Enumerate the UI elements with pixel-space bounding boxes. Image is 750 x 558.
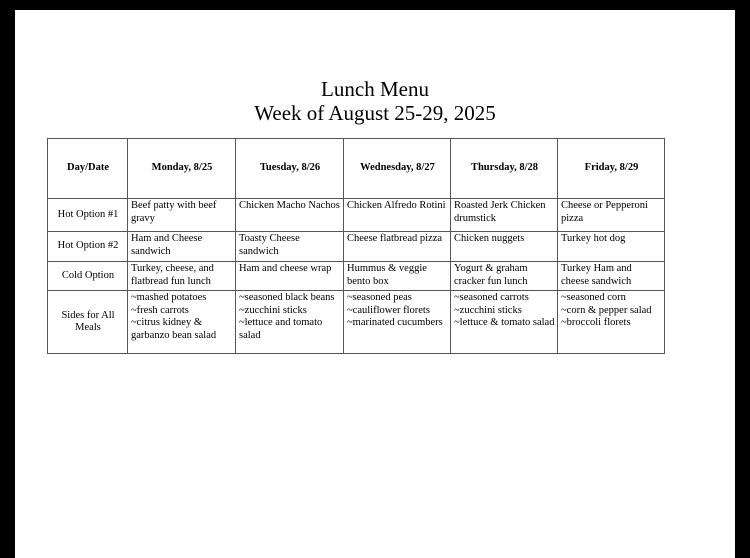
side-item: ~corn & pepper salad xyxy=(561,304,652,316)
side-item: ~seasoned corn xyxy=(561,292,626,303)
row-label-hot-option-2: Hot Option #2 xyxy=(48,232,128,262)
table-row xyxy=(48,291,665,354)
side-item: ~seasoned black beans xyxy=(239,292,335,303)
side-item: ~citrus kidney & garbanzo bean salad xyxy=(131,317,217,341)
menu-week-subtitle: Week of August 25-29, 2025 xyxy=(254,101,496,125)
table-cell: Hummus & veggie bento box xyxy=(344,262,451,291)
side-item: ~lettuce & tomato salad xyxy=(454,317,555,328)
side-item: ~zucchini sticks xyxy=(454,304,522,316)
header-wednesday: Wednesday, 8/27 xyxy=(344,139,451,199)
table-cell xyxy=(344,291,451,354)
side-item: ~broccoli florets xyxy=(561,317,631,328)
side-item: ~fresh carrots xyxy=(131,304,189,316)
side-item: ~mashed potatoes xyxy=(131,292,207,303)
table-cell: Cheese or Pepperoni pizza xyxy=(558,199,665,232)
side-item: ~zucchini sticks xyxy=(239,304,307,316)
side-item: ~cauliflower florets xyxy=(347,304,430,316)
table-cell: Roasted Jerk Chicken drumstick xyxy=(451,199,558,232)
side-item: ~seasoned carrots xyxy=(454,292,529,303)
table-cell xyxy=(128,291,236,354)
table-row xyxy=(48,199,665,232)
menu-title: Lunch Menu xyxy=(321,77,429,101)
table-cell: Turkey Ham and cheese sandwich xyxy=(558,262,665,291)
row-label-hot-option-1: Hot Option #1 xyxy=(48,199,128,232)
header-day-date: Day/Date xyxy=(48,139,128,199)
table-cell: Cheese flatbread pizza xyxy=(344,232,451,262)
table-cell: Chicken Alfredo Rotini xyxy=(344,199,451,232)
header-thursday: Thursday, 8/28 xyxy=(451,139,558,199)
table-row xyxy=(48,262,665,291)
row-label-cold-option: Cold Option xyxy=(48,262,128,291)
header-tuesday: Tuesday, 8/26 xyxy=(236,139,344,199)
document-page xyxy=(15,10,735,558)
table-cell: Yogurt & graham cracker fun lunch xyxy=(451,262,558,291)
table-cell xyxy=(558,291,665,354)
row-label-sides: Sides for All Meals xyxy=(48,291,128,354)
table-cell: Toasty Cheese sandwich xyxy=(236,232,344,262)
header-monday: Monday, 8/25 xyxy=(128,139,236,199)
table-cell: Beef patty with beef gravy xyxy=(128,199,236,232)
lunch-menu-table xyxy=(47,138,665,354)
header-row xyxy=(48,139,665,199)
header-friday: Friday, 8/29 xyxy=(558,139,665,199)
table-cell: Ham and Cheese sandwich xyxy=(128,232,236,262)
side-item: ~marinated cucumbers xyxy=(347,317,443,328)
table-row xyxy=(48,232,665,262)
table-cell: Turkey hot dog xyxy=(558,232,665,262)
table-cell: Chicken nuggets xyxy=(451,232,558,262)
table-cell: Turkey, cheese, and flatbread fun lunch xyxy=(128,262,236,291)
table-cell xyxy=(451,291,558,354)
table-cell: Ham and cheese wrap xyxy=(236,262,344,291)
table-cell: Chicken Macho Nachos xyxy=(236,199,344,232)
table-cell xyxy=(236,291,344,354)
side-item: ~lettuce and tomato salad xyxy=(239,317,323,341)
side-item: ~seasoned peas xyxy=(347,292,412,303)
